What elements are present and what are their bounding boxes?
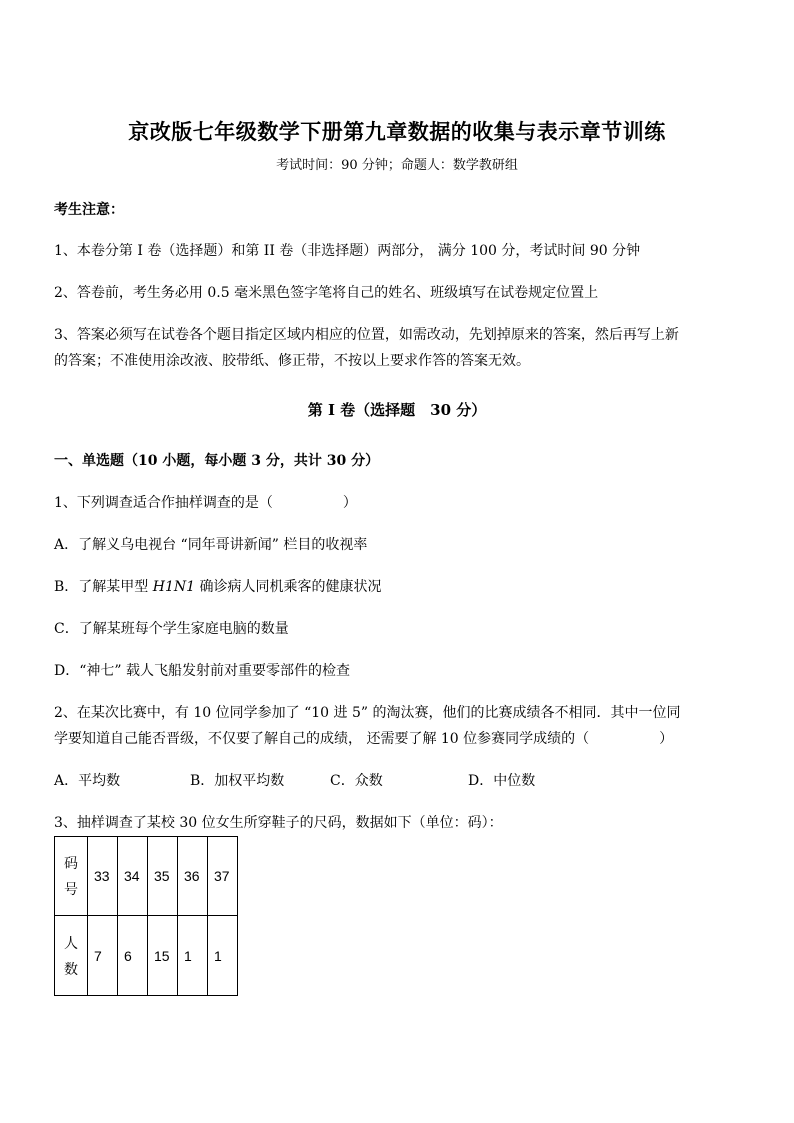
part-title: 第 I 卷（选择题 30 分） — [307, 401, 487, 419]
question-1-stem: 1、下列调查适合作抽样调查的是（ ） — [54, 495, 357, 511]
count-cell: 1 — [208, 916, 238, 996]
question-2-option-a: A．平均数 — [54, 773, 121, 789]
shoe-size-table — [54, 836, 238, 996]
count-cell: 7 — [88, 916, 118, 996]
notice-item-3: 3、答案必须写在试卷各个题目指定区域内相应的位置，如需改动，先划掉原来的答案，然后再写上新 — [54, 327, 679, 343]
option-b-virus: H1N1 — [152, 579, 196, 595]
question-1-option-c: C．了解某班每个学生家庭电脑的数量 — [54, 621, 289, 637]
question-1-option-d: D．“神七” 载人飞船发射前对重要零部件的检查 — [54, 663, 350, 679]
page-title: 京改版七年级数学下册第九章数据的收集与表示章节训练 — [128, 119, 666, 144]
count-cell: 15 — [148, 916, 178, 996]
question-2-stem-line1: 2、在某次比赛中，有 10 位同学参加了 “10 进 5” 的淘汰赛，他们的比赛成绩各不相同．其中一位同 — [54, 705, 681, 721]
size-cell: 36 — [178, 837, 208, 916]
row-header-size: 码 号 — [55, 837, 88, 916]
option-b-prefix: B．了解某甲型 — [54, 579, 153, 595]
count-cell: 1 — [178, 916, 208, 996]
size-cell: 33 — [88, 837, 118, 916]
table-row — [55, 837, 238, 916]
count-cell: 6 — [118, 916, 148, 996]
option-b-suffix: 确诊病人同机乘客的健康状况 — [195, 579, 382, 595]
question-2-stem-line2: 学要知道自己能否晋级，不仅要了解自己的成绩， 还需要了解 10 位参赛同学成绩的（ ） — [54, 731, 674, 747]
notice-item-2: 2、答卷前，考生务必用 0.5 毫米黑色签字笔将自己的姓名、班级填写在试卷规定位置上 — [54, 285, 599, 301]
question-3-stem: 3、抽样调查了某校 30 位女生所穿鞋子的尺码，数据如下（单位：码）： — [54, 815, 503, 831]
question-2-option-d: D．中位数 — [468, 773, 536, 789]
notice-heading: 考生注意： — [54, 202, 124, 218]
question-2-option-b: B．加权平均数 — [190, 773, 285, 789]
question-1-option-a: A．了解义乌电视台 “同年哥讲新闻” 栏目的收视率 — [54, 537, 368, 553]
notice-item-3-cont: 的答案；不准使用涂改液、胶带纸、修正带，不按以上要求作答的答案无效。 — [54, 353, 530, 369]
question-1-option-b — [54, 578, 381, 596]
question-2-option-c: C．众数 — [330, 773, 383, 789]
size-cell: 34 — [118, 837, 148, 916]
section-heading: 一、单选题（10 小题，每小题 3 分，共计 30 分） — [54, 453, 380, 469]
table-row — [55, 916, 238, 996]
size-cell: 37 — [208, 837, 238, 916]
notice-item-1: 1、本卷分第 I 卷（选择题）和第 II 卷（非选择题）两部分， 满分 100 分，考试时间 90 分钟 — [54, 243, 641, 259]
size-cell: 35 — [148, 837, 178, 916]
exam-info: 考试时间：90 分钟；命题人：数学教研组 — [276, 158, 518, 173]
row-header-count: 人 数 — [55, 916, 88, 996]
